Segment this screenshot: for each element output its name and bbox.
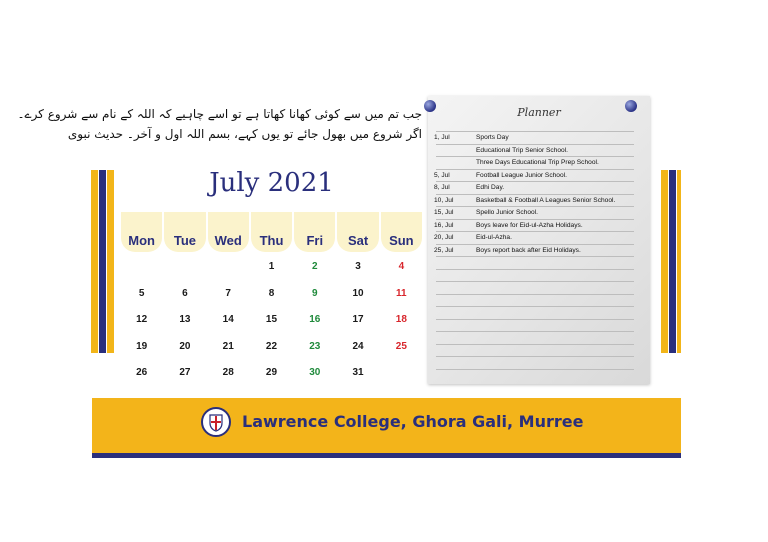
calendar-date-cell: 27 <box>179 367 191 378</box>
planner-ruled-line <box>436 344 634 345</box>
hadith-quote <box>17 104 422 144</box>
calendar-date-cell: 5 <box>138 287 145 299</box>
calendar-date-cell: 4 <box>398 261 405 272</box>
planner-ruled-line <box>436 294 634 295</box>
weekday-mon: Mon <box>121 212 162 252</box>
planner-ruled-line <box>436 331 634 332</box>
weekday-header <box>120 212 423 252</box>
crest-shield-icon <box>203 409 229 435</box>
planner-ruled-line <box>436 356 634 357</box>
weekday-sun: Sun <box>381 212 422 252</box>
calendar-date-cell: 15 <box>265 314 278 325</box>
calendar-date-cell: 8 <box>268 287 275 299</box>
footer-underline <box>92 453 681 458</box>
calendar-date-cell: 22 <box>265 340 278 352</box>
planner-entry-date: 16, Jul <box>434 221 454 229</box>
calendar-date-cell: 13 <box>179 314 191 325</box>
weekday-sat: Sat <box>337 212 378 252</box>
calendar-date-cell: 12 <box>136 314 148 325</box>
planner-entry-event: Basketball & Football A Leagues Senior School. <box>476 196 616 204</box>
calendar-date-cell: 10 <box>352 287 364 299</box>
planner-entry-event: Boys leave for Eid-ul-Azha Holidays. <box>476 221 583 229</box>
planner-ruled-line <box>436 156 634 157</box>
right-stripe-blue <box>669 170 676 353</box>
planner-entry-date: 15, Jul <box>434 209 454 216</box>
planner-card <box>428 96 650 384</box>
planner-ruled-line <box>436 306 634 307</box>
calendar-date-cell: 20 <box>179 340 191 352</box>
calendar-date-cell <box>380 363 423 390</box>
calendar-date-cell: 24 <box>352 340 364 352</box>
calendar-date-cell: 14 <box>222 314 234 325</box>
planner-entry-date: 8, Jul <box>434 184 450 191</box>
calendar-date-cell: 16 <box>309 314 321 325</box>
weekday-tue: Tue <box>164 212 205 252</box>
planner-ruled-line <box>436 144 634 145</box>
planner-ruled-line <box>436 231 634 232</box>
calendar-date-cell <box>163 257 206 284</box>
left-stripe-yellow <box>91 170 98 353</box>
calendar-date-cell: 1 <box>268 261 275 272</box>
right-stripe-yellow-2 <box>677 170 681 353</box>
planner-entry-date: 5, Jul <box>434 171 450 179</box>
planner-entry-event: Sports Day <box>476 134 509 141</box>
weekday-thu: Thu <box>251 212 292 252</box>
calendar-date-cell: 6 <box>182 287 188 299</box>
planner-entry-event: Edhi Day. <box>476 184 505 191</box>
weekday-fri: Fri <box>294 212 335 252</box>
college-name: Lawrence College, Ghora Gali, Murree <box>242 412 584 431</box>
planner-ruled-line <box>436 319 634 320</box>
calendar-date-cell: 9 <box>312 287 318 299</box>
calendar-date-cell: 17 <box>352 314 364 325</box>
calendar-date-cell: 2 <box>312 261 318 272</box>
hadith-line-1: جب تم میں سے کوئی کھانا کھاتا ہے تو اسے چاہیے کہ اللہ کے نام سے شروع کرے۔ <box>17 107 422 121</box>
calendar-date-cell: 11 <box>396 287 407 299</box>
calendar-date-cell: 18 <box>395 314 407 325</box>
planner-ruled-line <box>436 194 634 195</box>
left-stripe-blue <box>99 170 106 353</box>
planner-entry-date: 25, Jul <box>434 246 454 254</box>
planner-ruled-line <box>436 169 634 170</box>
planner-ruled-line <box>436 269 634 270</box>
planner-ruled-line <box>436 181 634 182</box>
calendar-date-cell: 31 <box>352 367 364 378</box>
calendar-date-cell <box>207 257 250 284</box>
planner-ruled-line <box>436 369 634 370</box>
calendar-date-cell: 3 <box>355 261 361 272</box>
calendar-date-cell <box>120 257 163 284</box>
calendar-date-cell: 28 <box>222 367 234 378</box>
calendar-date-cell: 29 <box>265 367 278 378</box>
left-stripe-yellow-2 <box>107 170 114 353</box>
calendar-date-cell: 23 <box>309 340 321 352</box>
calendar-date-grid <box>120 257 423 390</box>
planner-entry-event: Eid-ul-Azha. <box>476 234 512 241</box>
planner-ruled-line <box>436 281 634 282</box>
hadith-line-2: اگر شروع میں بھول جائے تو یوں کہے، بسم اللہ اول و آخر۔ حدیث نبوی <box>67 127 422 141</box>
right-stripe-yellow <box>661 170 668 353</box>
planner-ruled-line <box>436 206 634 207</box>
planner-entry-event: Three Days Educational Trip Prep School. <box>476 159 599 166</box>
planner-entry-date: 20, Jul <box>434 234 454 241</box>
planner-entry-date: 1, Jul <box>434 134 450 141</box>
planner-entry-event: Educational Trip Senior School. <box>476 146 568 154</box>
planner-ruled-line <box>436 244 634 245</box>
planner-ruled-line <box>436 219 634 220</box>
planner-title: Planner <box>517 106 561 119</box>
planner-ruled-line <box>436 131 634 132</box>
calendar-date-cell: 19 <box>136 340 148 352</box>
calendar-date-cell: 21 <box>222 340 234 352</box>
planner-entry-event: Football League Junior School. <box>476 171 567 179</box>
calendar-month-title: July 2021 <box>209 168 334 198</box>
planner-ruled-line <box>436 256 634 257</box>
planner-entry-event: Boys report back after Eid Holidays. <box>476 246 581 254</box>
calendar-date-cell: 26 <box>136 367 148 378</box>
calendar-date-cell: 25 <box>395 340 407 352</box>
calendar-date-cell: 30 <box>309 367 321 378</box>
college-crest-logo <box>201 407 231 437</box>
planner-entry-event: Spello Junior School. <box>476 209 538 216</box>
calendar-date-cell: 7 <box>225 287 231 299</box>
weekday-wed: Wed <box>208 212 249 252</box>
planner-entry-date: 10, Jul <box>434 196 454 204</box>
